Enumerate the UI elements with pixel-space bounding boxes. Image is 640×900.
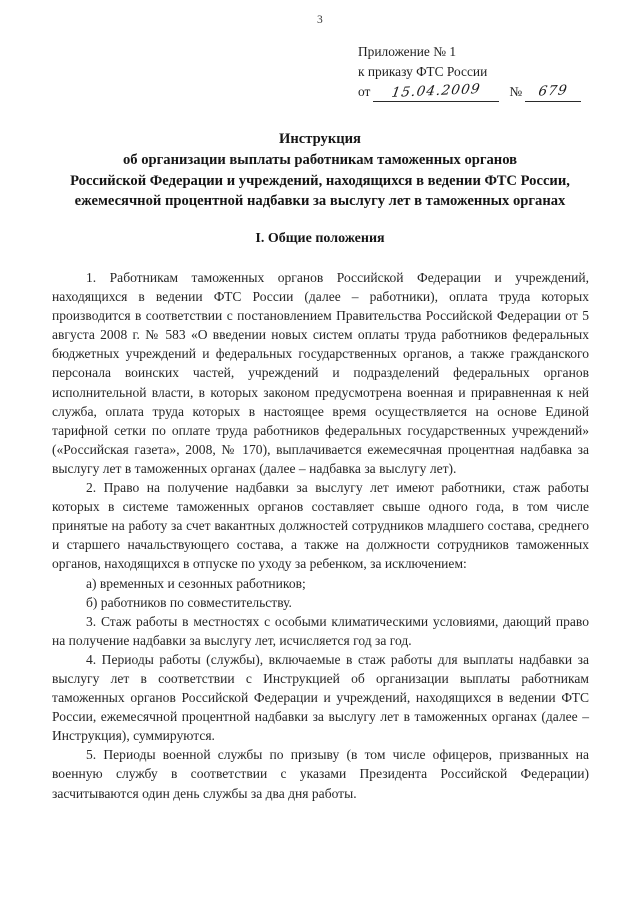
appendix-line: Приложение № 1 bbox=[358, 44, 457, 59]
body-paragraph-1: 1. Работникам таможенных органов Российской Федерации и учреждений, находящихся в ведении ФТС России (далее – работники), оплата труда которых производится в соответствии с постановлением Правительства Российской Федерации от 5 августа 2008 г. № 583 «О введении новых систем оплаты труда работников федеральных бюджетных учреждений и федеральных государственных органов, а также гражданского персонала воинских частей, учреждений и подразделений федеральных органов исполнительной власти, в которых законом предусмотрена военная и приравненная к ней служба, оплата труда которых в настоящее время осуществляется на основе Единой тарифной сетки по оплате труда работников федеральных государственных учреждений» («Российская газета», 2008, № 170), выплачивается ежемесячная процентная надбавка за выслугу лет в таможенных органах (далее – надбавка за выслугу лет). bbox=[52, 270, 589, 476]
body-paragraph-6: 4. Периоды работы (службы), включаемые в стаж работы для выплаты надбавки за выслугу лет в соответствии с Инструкцией об организации выплаты работникам таможенных органов Российской Федерации и учреждений, находящихся в ведении ФТС России, ежемесячной процентной надбавки за выслугу лет в таможенных органах (далее – Инструкция), суммируются. bbox=[52, 651, 589, 744]
body-paragraph-3: а) временных и сезонных работников; bbox=[86, 575, 306, 591]
date-blank-rule bbox=[373, 80, 499, 102]
body-paragraph-5: 3. Стаж работы в местностях с особыми климатическими условиями, дающий право на получение надбавки за выслугу лет, исчисляется год за год. bbox=[52, 613, 589, 648]
document-title bbox=[20, 129, 620, 212]
handwritten-date: 15.04.2009 bbox=[390, 80, 483, 101]
handwritten-number: 679 bbox=[537, 81, 570, 100]
title-line-3: Российской Федерации и учреждений, находящихся в ведении ФТС России, bbox=[70, 172, 570, 189]
from-label: от bbox=[358, 84, 371, 99]
title-line-4: ежемесячной процентной надбавки за выслугу лет в таможенных органах bbox=[74, 193, 566, 210]
title-line-2: об организации выплаты работникам таможенных органов bbox=[122, 151, 518, 168]
body-paragraph-2: 2. Право на получение надбавки за выслугу лет имеют работники, стаж работы которых в системе таможенных органов составляет свыше одного года, в том числе принятые на работу за счет вакантных должностей сотрудников младшего состава, среднего и старшего начальствующего состава, а также на должности сотрудников таможенных органов, находящихся в отпуске по уходу за ребенком, за исключением: bbox=[52, 480, 589, 572]
body-paragraph-4: б) работников по совместительству. bbox=[86, 594, 292, 610]
document-body bbox=[52, 268, 589, 803]
title-line-1: Инструкция bbox=[279, 131, 361, 147]
approval-block bbox=[358, 42, 618, 102]
order-reference-line: к приказу ФТС России bbox=[358, 63, 488, 79]
body-paragraph-7: 5. Периоды военной службы по призыву (в том числе офицеров, призванных на военную службу в соответствии с указами Президента Российской Федерации) засчитываются один день службы за два дня работы. bbox=[52, 747, 589, 801]
number-blank-rule bbox=[525, 81, 581, 102]
section-heading: I. Общие положения bbox=[255, 231, 385, 246]
page-number: 3 bbox=[317, 14, 323, 26]
number-label: № bbox=[509, 84, 523, 99]
order-date-number-line bbox=[358, 82, 618, 102]
